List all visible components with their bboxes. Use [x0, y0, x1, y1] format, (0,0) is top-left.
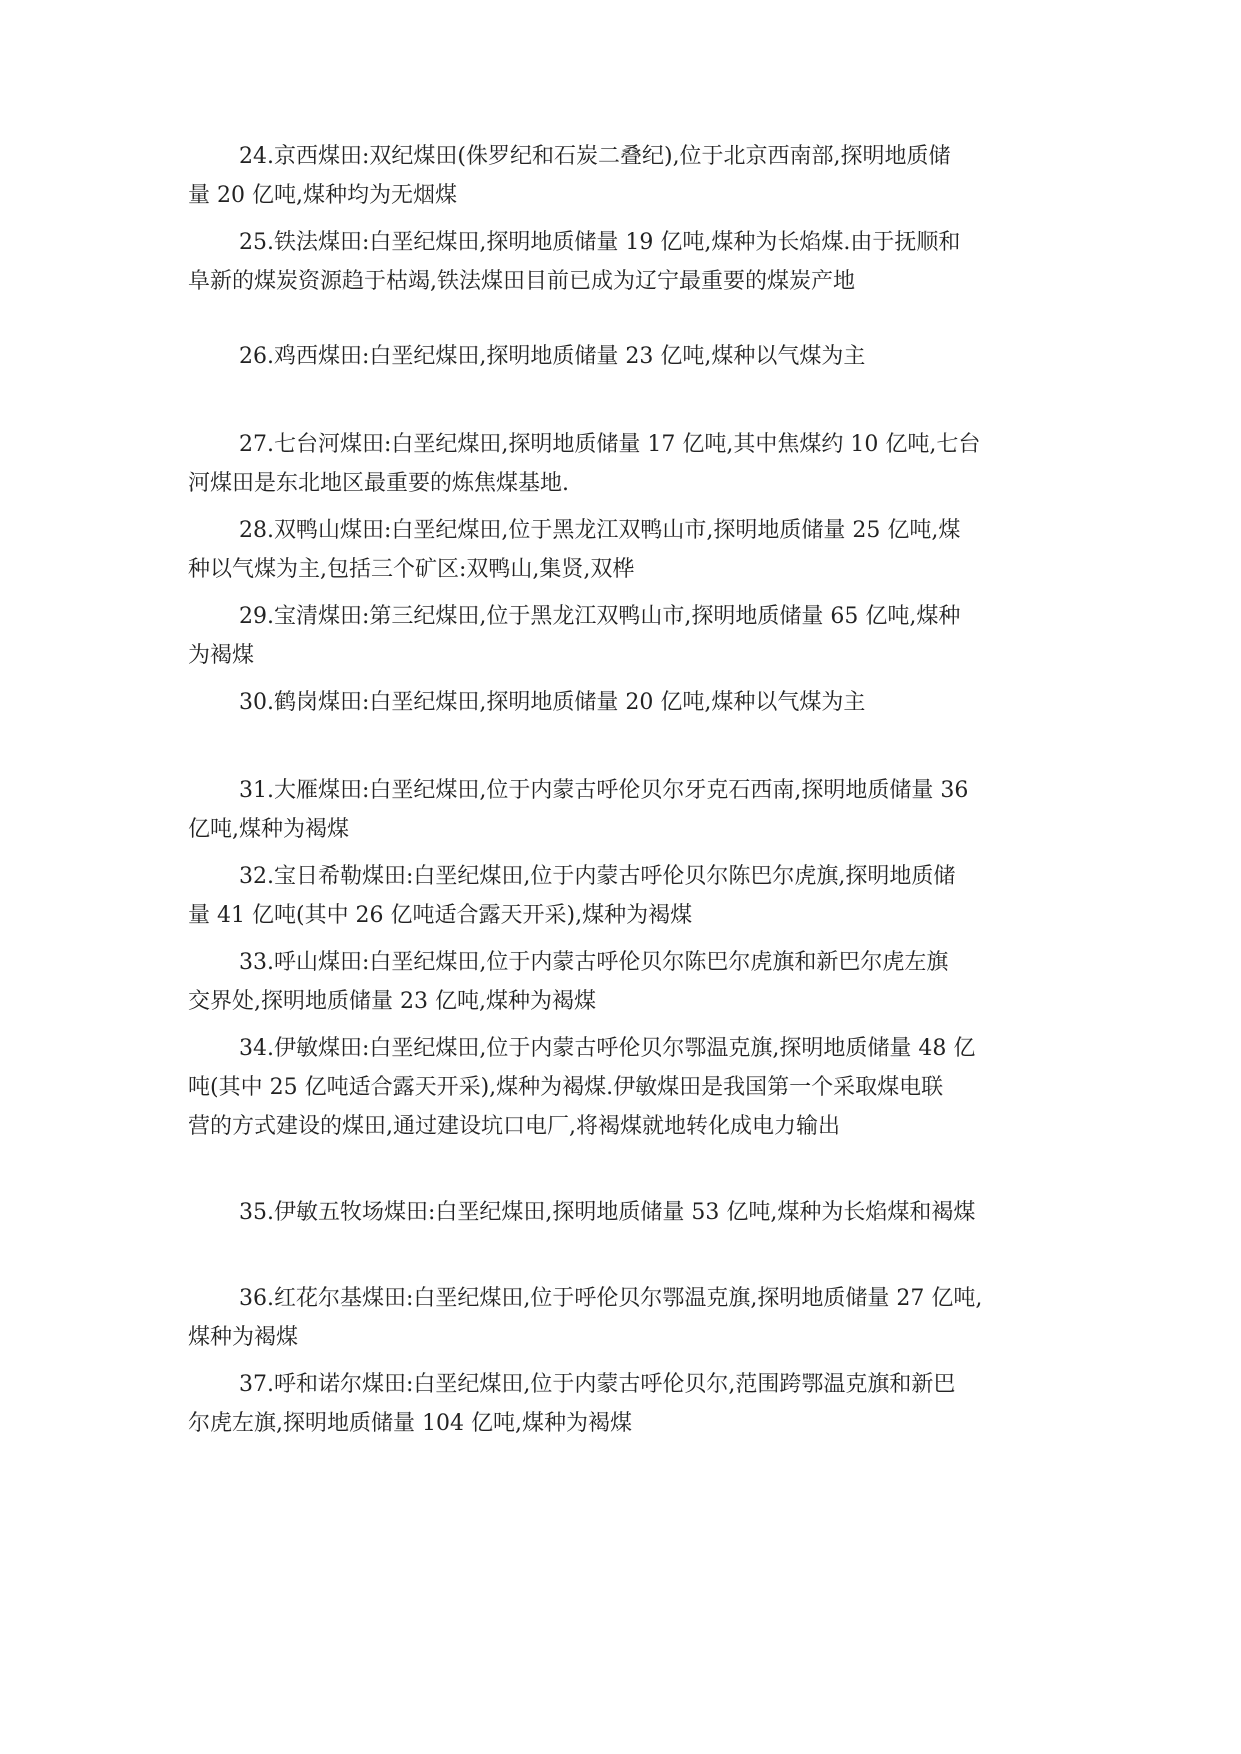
paragraph-line: 种以气煤为主,包括三个矿区:双鸭山,集贤,双桦 — [188, 557, 635, 582]
paragraph-30 — [188, 683, 1058, 722]
paragraph-line: 32.宝日希勒煤田:白垩纪煤田,位于内蒙古呼伦贝尔陈巴尔虎旗,探明地质储 — [239, 864, 956, 889]
paragraph-33 — [188, 943, 1058, 1021]
paragraph-26 — [188, 337, 1058, 376]
paragraph-line: 量 41 亿吨(其中 26 亿吨适合露天开采),煤种为褐煤 — [188, 903, 693, 928]
paragraph-line: 量 20 亿吨,煤种均为无烟煤 — [188, 183, 457, 208]
paragraph-line: 37.呼和诺尔煤田:白垩纪煤田,位于内蒙古呼伦贝尔,范围跨鄂温克旗和新巴 — [239, 1372, 956, 1397]
paragraph-27 — [188, 425, 1058, 503]
paragraph-line: 36.红花尔基煤田:白垩纪煤田,位于呼伦贝尔鄂温克旗,探明地质储量 27 亿吨, — [239, 1286, 983, 1311]
paragraph-35 — [188, 1193, 1058, 1232]
paragraph-line: 33.呼山煤田:白垩纪煤田,位于内蒙古呼伦贝尔陈巴尔虎旗和新巴尔虎左旗 — [239, 950, 949, 975]
paragraph-line: 尔虎左旗,探明地质储量 104 亿吨,煤种为褐煤 — [188, 1411, 632, 1436]
paragraph-29 — [188, 597, 1058, 675]
paragraph-line: 28.双鸭山煤田:白垩纪煤田,位于黑龙江双鸭山市,探明地质储量 25 亿吨,煤 — [239, 518, 961, 543]
paragraph-line: 煤种为褐煤 — [188, 1325, 299, 1350]
paragraph-36 — [188, 1279, 1058, 1357]
paragraph-line: 亿吨,煤种为褐煤 — [188, 817, 349, 842]
paragraph-line: 31.大雁煤田:白垩纪煤田,位于内蒙古呼伦贝尔牙克石西南,探明地质储量 36 — [239, 778, 969, 803]
paragraph-34 — [188, 1029, 1058, 1146]
paragraph-line: 34.伊敏煤田:白垩纪煤田,位于内蒙古呼伦贝尔鄂温克旗,探明地质储量 48 亿 — [239, 1036, 976, 1061]
paragraph-32 — [188, 857, 1058, 935]
paragraph-line: 35.伊敏五牧场煤田:白垩纪煤田,探明地质储量 53 亿吨,煤种为长焰煤和褐煤 — [239, 1200, 976, 1225]
paragraph-line: 阜新的煤炭资源趋于枯竭,铁法煤田目前已成为辽宁最重要的煤炭产地 — [188, 269, 855, 294]
paragraph-line: 吨(其中 25 亿吨适合露天开采),煤种为褐煤.伊敏煤田是我国第一个采取煤电联 — [188, 1075, 944, 1100]
paragraph-25 — [188, 223, 1058, 301]
paragraph-24 — [188, 137, 1058, 215]
paragraph-31 — [188, 771, 1058, 849]
paragraph-line: 河煤田是东北地区最重要的炼焦煤基地. — [188, 471, 569, 496]
paragraph-line: 交界处,探明地质储量 23 亿吨,煤种为褐煤 — [188, 989, 596, 1014]
paragraph-28 — [188, 511, 1058, 589]
paragraph-line: 27.七台河煤田:白垩纪煤田,探明地质储量 17 亿吨,其中焦煤约 10 亿吨,七台 — [239, 432, 981, 457]
paragraph-line: 营的方式建设的煤田,通过建设坑口电厂,将褐煤就地转化成电力输出 — [188, 1114, 840, 1139]
paragraph-line: 为褐煤 — [188, 643, 255, 668]
paragraph-line: 29.宝清煤田:第三纪煤田,位于黑龙江双鸭山市,探明地质储量 65 亿吨,煤种 — [239, 604, 961, 629]
paragraph-line: 26.鸡西煤田:白垩纪煤田,探明地质储量 23 亿吨,煤种以气煤为主 — [239, 344, 866, 369]
paragraph-line: 30.鹤岗煤田:白垩纪煤田,探明地质储量 20 亿吨,煤种以气煤为主 — [239, 690, 866, 715]
paragraph-line: 25.铁法煤田:白垩纪煤田,探明地质储量 19 亿吨,煤种为长焰煤.由于抚顺和 — [239, 230, 961, 255]
paragraph-line: 24.京西煤田:双纪煤田(侏罗纪和石炭二叠纪),位于北京西南部,探明地质储 — [239, 144, 951, 169]
paragraph-37 — [188, 1365, 1058, 1443]
